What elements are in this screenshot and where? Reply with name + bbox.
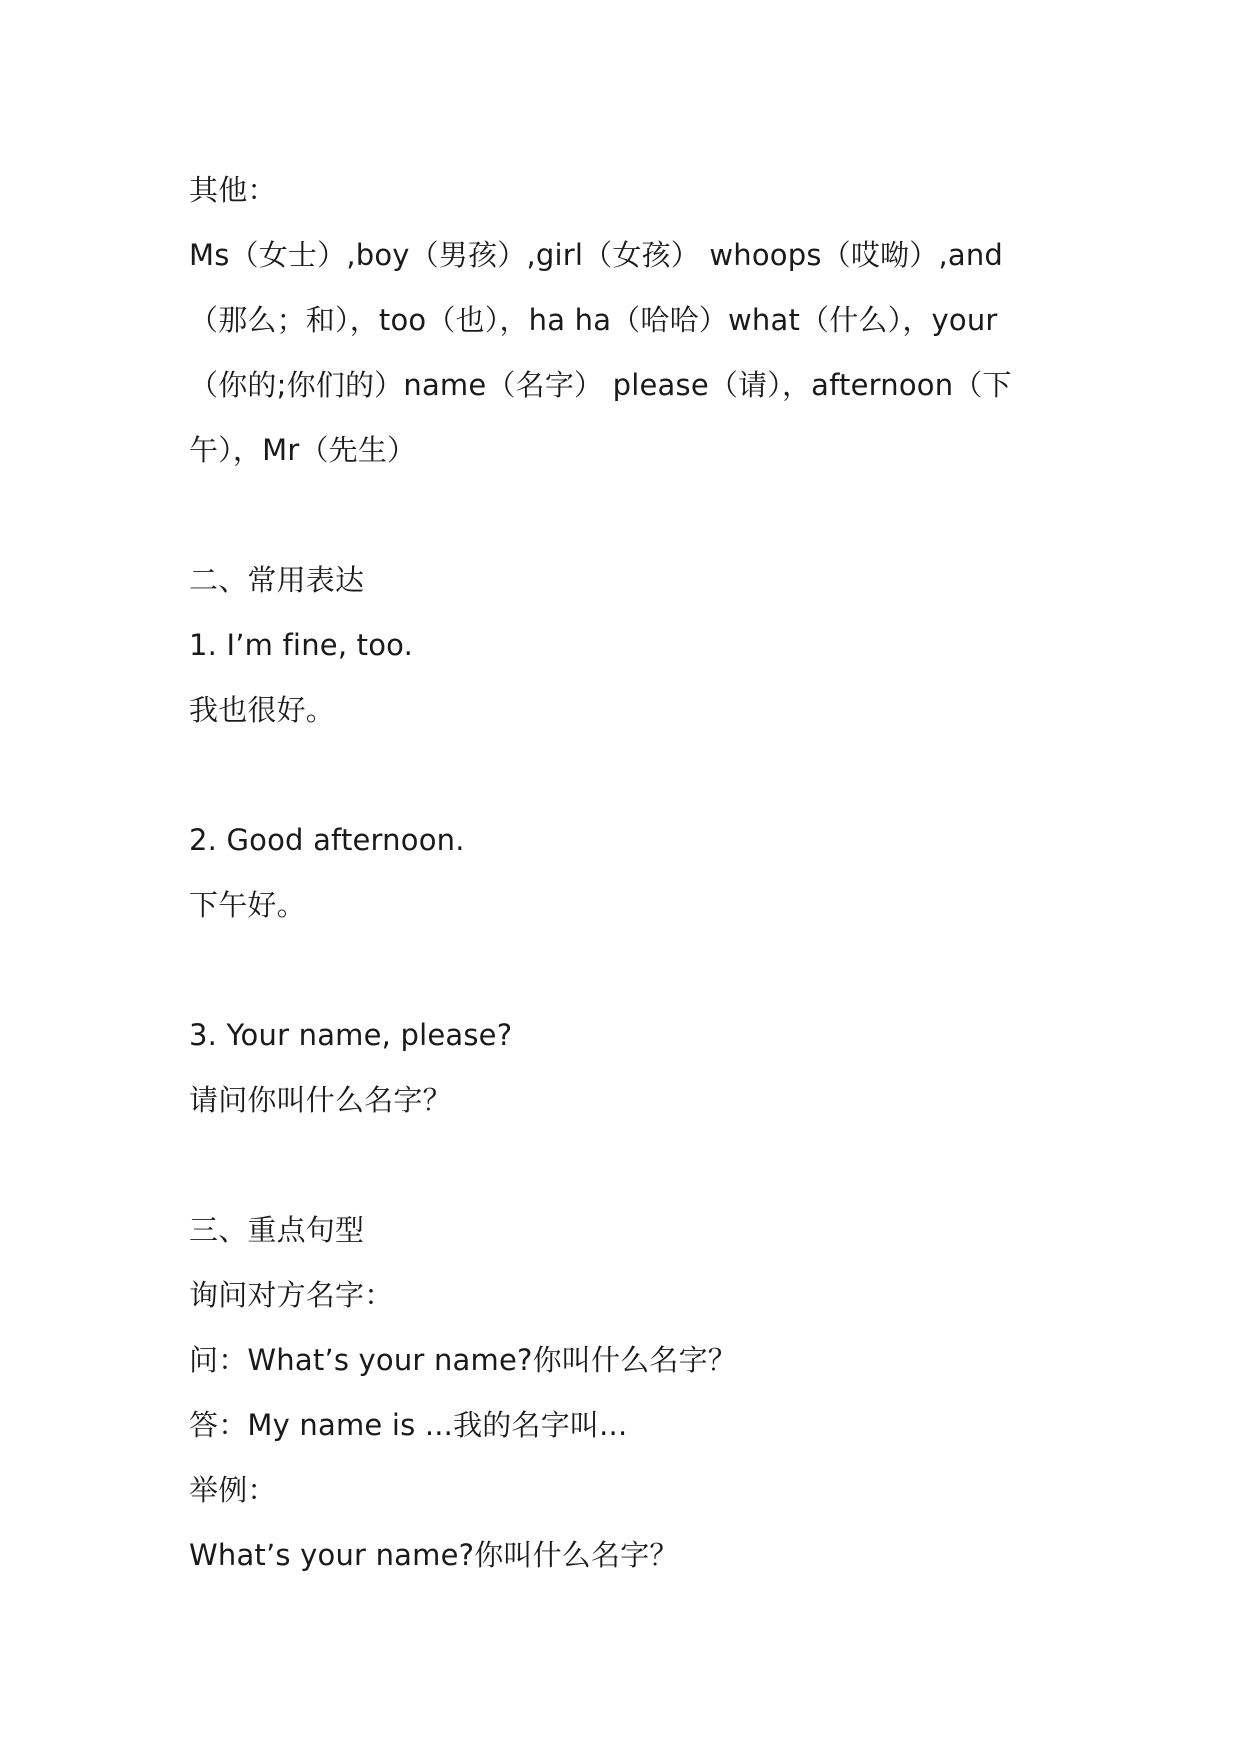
answer-line: 答：My name is ...我的名字叫... [189,1408,628,1442]
spacer [189,938,1059,1003]
expressions-heading: 二、常用表达 [189,563,365,597]
expression-zh: 请问你叫什么名字？ [189,1083,452,1117]
expression-en: 2. Good afternoon. [189,823,465,857]
other-heading: 其他： [189,173,277,207]
vocab-line: （那么；和），too（也），ha ha（哈哈）what（什么），your [189,303,998,337]
expression-en: 1. I’m fine, too. [189,628,414,662]
expression-en: 3. Your name, please? [189,1018,513,1052]
vocab-line: 午），Mr（先生） [189,433,417,467]
expression-zh: 下午好。 [189,888,306,922]
vocab-line: （你的;你们的）name（名字） please（请），afternoon（下 [189,368,1012,402]
spacer [189,743,1059,808]
vocab-line: Ms（女士）,boy（男孩）,girl（女孩） whoops（哎呦）,and [189,238,1004,272]
patterns-heading: 三、重点句型 [189,1213,365,1247]
example-line: What’s your name?你叫什么名字？ [189,1538,679,1572]
spacer [189,483,1059,548]
spacer [189,1133,1059,1198]
ask-label: 询问对方名字： [189,1278,394,1312]
example-label: 举例： [189,1473,277,1507]
document-page [189,158,1059,1588]
question-line: 问：What’s your name?你叫什么名字？ [189,1343,738,1377]
expression-zh: 我也很好。 [189,693,336,727]
